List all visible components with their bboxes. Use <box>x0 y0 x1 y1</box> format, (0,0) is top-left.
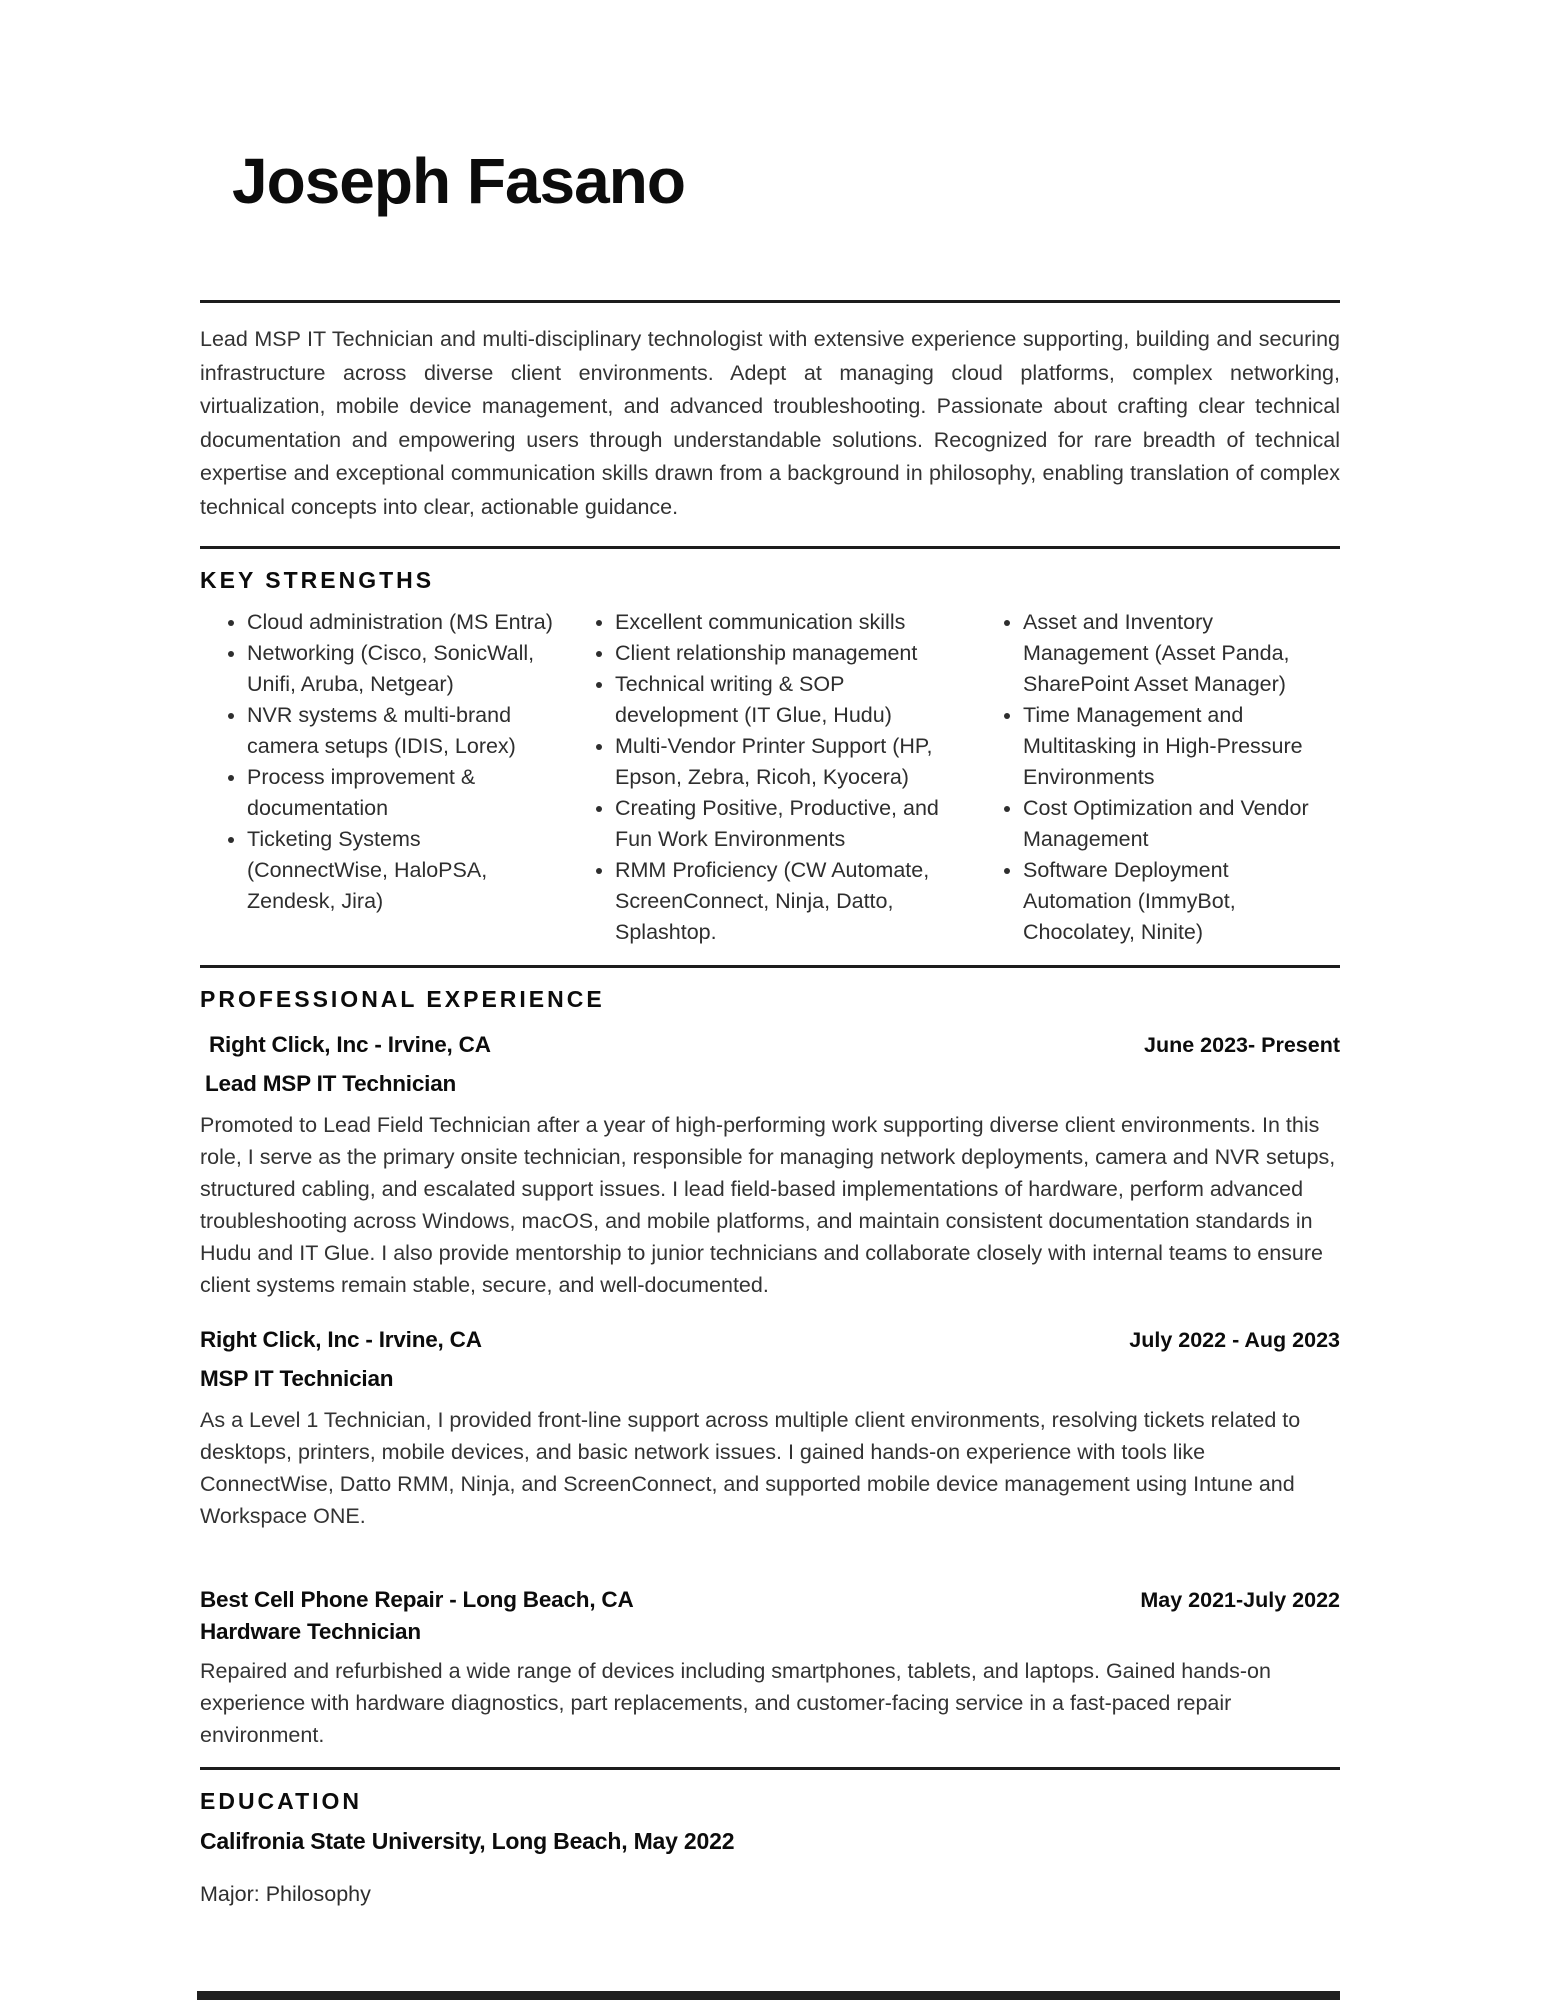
job-description: Repaired and refurbished a wide range of devices including smartphones, tablets, and laptops. Gained hands-on experience with hardware diagnostics, part replacements, and customer-facing service in a fast-paced repair environment. <box>200 1659 1271 1747</box>
key-strengths-columns <box>200 607 1340 948</box>
job-entry <box>200 1327 1340 1532</box>
job-dates: July 2022 - Aug 2023 <box>1129 1328 1340 1352</box>
strength-item: • Multi-Vendor Printer Support (HP, Epson, Zebra, Ricoh, Kyocera) <box>615 731 976 793</box>
company-name: Best Cell Phone Repair - Long Beach, CA <box>200 1587 634 1612</box>
strength-item: • Process improvement & documentation <box>247 762 568 824</box>
strength-item: • Client relationship management <box>615 638 976 669</box>
job-entry <box>200 1032 1340 1301</box>
title-divider <box>200 300 1340 303</box>
education-school: Califronia State University, Long Beach, May 2022 <box>200 1828 735 1854</box>
section-divider <box>200 965 1340 968</box>
strength-item: • RMM Proficiency (CW Automate, ScreenConnect, Ninja, Datto, Splashtop. <box>615 855 976 948</box>
section-heading-key-strengths: KEY STRENGTHS <box>200 567 435 593</box>
summary-paragraph: Lead MSP IT Technician and multi-disciplinary technologist with extensive experience supporting, building and securing infrastructure across diverse client environments. Adept at managing cloud platforms, complex networking, virtualization, mobile device management, and advanced troubleshooting. Passionate about crafting clear technical documentation and empowering users through understandable solutions. Recognized for rare breadth of technical expertise and exceptional communication skills drawn from a background in philosophy, enabling translation of complex technical concepts into clear, actionable guidance. <box>200 327 1340 519</box>
strength-item: • Asset and Inventory Management (Asset Panda, SharePoint Asset Manager) <box>1023 607 1340 700</box>
job-header <box>200 1032 1340 1058</box>
section-divider <box>200 546 1340 549</box>
page-bottom-bar <box>197 1991 1340 2000</box>
strength-item: • Cost Optimization and Vendor Management <box>1023 793 1340 855</box>
job-role: MSP IT Technician <box>200 1366 394 1391</box>
company-name: Right Click, Inc - Irvine, CA <box>200 1327 482 1352</box>
strength-item: • Software Deployment Automation (ImmyBot, Chocolatey, Ninite) <box>1023 855 1340 948</box>
strength-item: • Excellent communication skills <box>615 607 976 638</box>
strengths-column-1 <box>200 607 568 948</box>
job-header <box>200 1587 1340 1613</box>
strength-item: • Time Management and Multitasking in High-Pressure Environments <box>1023 700 1340 793</box>
company-name: Right Click, Inc - Irvine, CA <box>209 1032 491 1057</box>
page-title: Joseph Fasano <box>232 145 685 217</box>
strengths-column-3 <box>976 607 1340 948</box>
strengths-column-2 <box>568 607 976 948</box>
section-heading-education: EDUCATION <box>200 1788 363 1814</box>
strength-item: • Ticketing Systems (ConnectWise, HaloPSA, Zendesk, Jira) <box>247 824 568 917</box>
strength-item: • Cloud administration (MS Entra) <box>247 607 568 638</box>
strength-item: • Technical writing & SOP development (IT Glue, Hudu) <box>615 669 976 731</box>
job-description: As a Level 1 Technician, I provided front-line support across multiple client environments, resolving tickets related to desktops, printers, mobile devices, and basic network issues. I gained hands-on experience with tools like ConnectWise, Datto RMM, Ninja, and ScreenConnect, and supported mobile device management using Intune and Workspace ONE. <box>200 1408 1301 1528</box>
section-divider <box>200 1767 1340 1770</box>
job-dates: May 2021-July 2022 <box>1140 1588 1340 1612</box>
job-role: Lead MSP IT Technician <box>205 1071 457 1096</box>
job-description: Promoted to Lead Field Technician after a year of high-performing work supporting diverse client environments. In this role, I serve as the primary onsite technician, responsible for managing network deployments, camera and NVR setups, structured cabling, and escalated support issues. I lead field-based implementations of hardware, perform advanced troubleshooting across Windows, macOS, and mobile platforms, and maintain consistent documentation standards in Hudu and IT Glue. I also provide mentorship to junior technicians and collaborate closely with internal teams to ensure client systems remain stable, secure, and well-documented. <box>200 1113 1336 1297</box>
strength-item: • Networking (Cisco, SonicWall, Unifi, Aruba, Netgear) <box>247 638 568 700</box>
job-dates: June 2023- Present <box>1144 1033 1340 1057</box>
education-major: Major: Philosophy <box>200 1882 371 1906</box>
job-role: Hardware Technician <box>200 1619 421 1644</box>
strength-item: • NVR systems & multi-brand camera setups (IDIS, Lorex) <box>247 700 568 762</box>
job-entry <box>200 1587 1340 1751</box>
strength-item: • Creating Positive, Productive, and Fun Work Environments <box>615 793 976 855</box>
job-header <box>200 1327 1340 1353</box>
section-heading-professional-experience: PROFESSIONAL EXPERIENCE <box>200 986 605 1012</box>
